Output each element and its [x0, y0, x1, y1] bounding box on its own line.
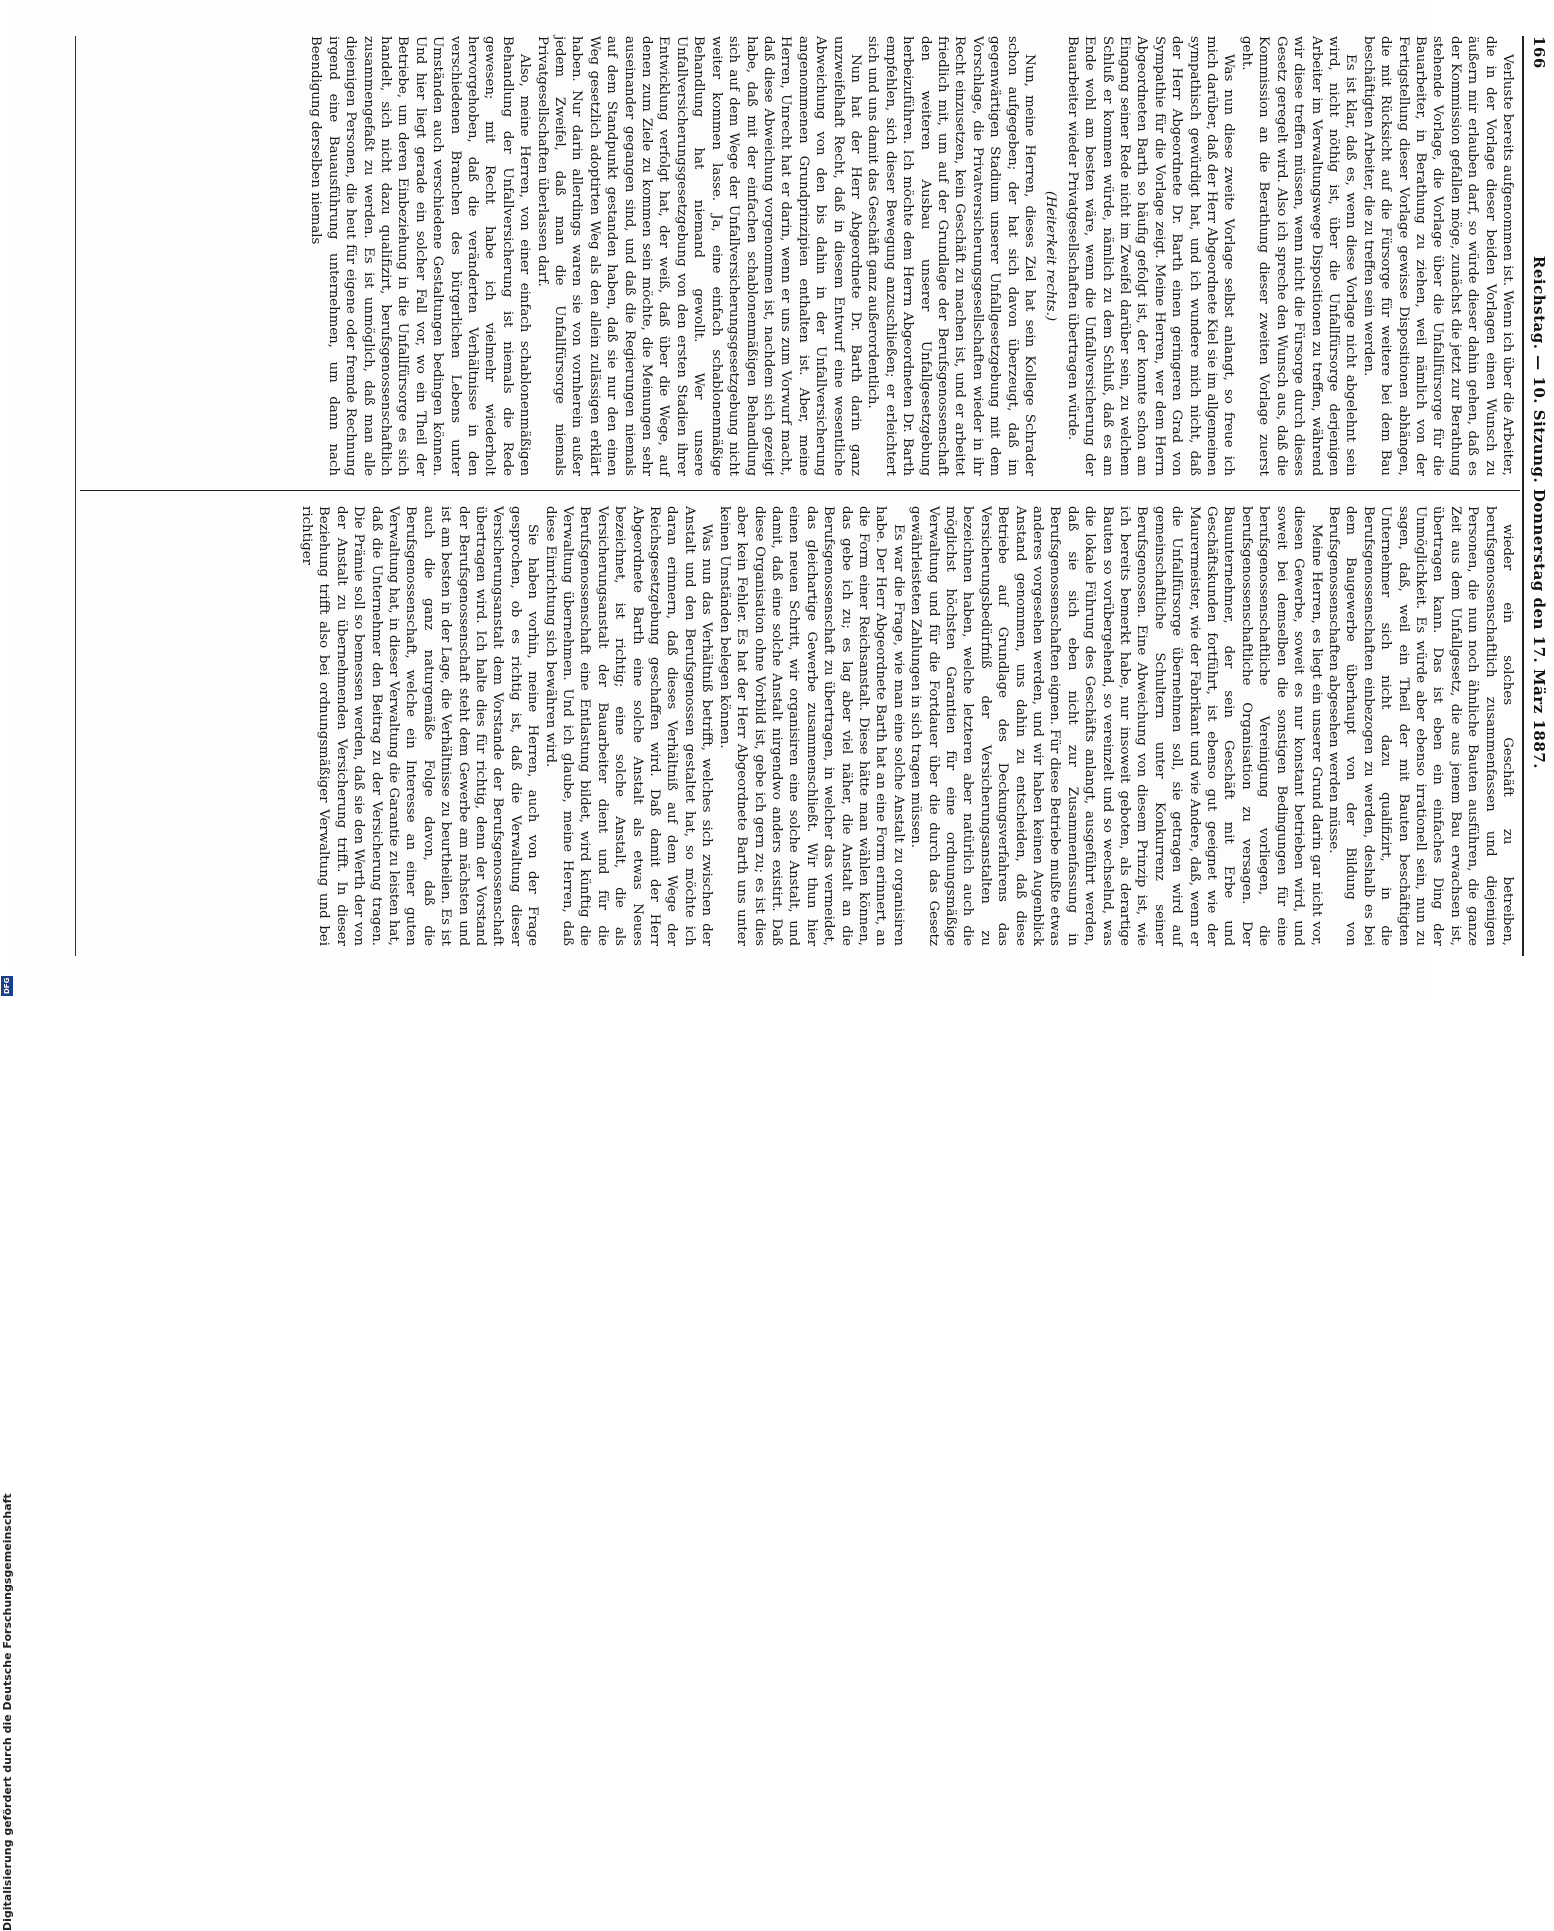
paragraph: Meine Herren, es liegt ein unserer Grund darin gar nicht vor, diesen Gewerbe, soweit es nur konstant betrieben wird, und soweit bei demselben die sonstigen Bedingungen für eine berufsgenossenschaftliche Vereinigung vorliegen, die berufsgenossenschaftliche Organisation zu versagen. Der Bauunternehmer, der sein Geschäft mit Erbe und Geschäftskunden fortführt, ist ebenso gut geeignet wie der Maurermeister, wie der Fabrikant und wie Andere, daß, wenn er die Unfallfürsorge übernehmen soll, sie getragen wird auf gemeinschaftliche Schultern unter Konkurrenz seiner Berufsgenossen. Eine Abweichung von diesem Prinzip ist, wie ich bereits bemerkt habe, nur insoweit geboten, als derartige Bauten so vorübergehend, so vereinzelt und so wechselnd, was die lokale Führung des Geschäfts anlangt, ausgeführt werden, daß sie sich eben nicht zur Zusammenfassung in Berufsgenossenschaften eignen. Für diese Betriebe mußte etwas anderes vorgesehen werden, und wir haben keinen Augenblick Anstand genommen, uns dahin zu entscheiden, daß diese Betriebe auf Grundlage des Deckungsverfahrens das Versicherungsbedürfniß der Versicherungsanstalten zu bezeichnen haben, welche letzteren aber natürlich auch die möglichst höchsten Garantien für eine ordnungsmäßige Verwaltung und für die Fortdauer über die durch das Gesetz gewährleisteten Zahlungen in sich tragen müssen.: [908, 506, 1324, 946]
paragraph: Also, meine Herren, von einer einfach schablonenmäßigen Behandlung der Unfallversicherung ist niemals die Rede gewesen; mit Recht habe ich vielmehr wiederholt hervorgehoben, daß die veränderten Verhältnisse in den verschiedenen Branchen des bürgerlichen Lebens unter Umständen auch verschiedene Gestaltungen bedingen können. Und hier liegt gerade ein solcher Fall vor, wo ein Theil der Betriebe, um deren Einbeziehung in die Unfallfürsorge es sich handelt, sich nicht dazu qualifizirt, berufsgenossenschaftlich zusammengefaßt zu werden. Es ist unmöglich, daß man alle diejenigen Personen, die heut für eigene oder fremde Rechnung irgend eine Bauausführung unternehmen, um dann nach Beendigung derselben niemals: [308, 36, 533, 476]
paragraph: Was nun diese zweite Vorlage selbst anlangt, so freue ich mich darüber, daß der Herr Abgeordnete Kiel sie im allgemeinen sympathisch gewürdigt hat, und ich wundere mich nicht, daß der Herr Abgeordnete Dr. Barth einen geringeren Grad von Sympathie für die Vorlage zeigt. Meine Herren, wer dem Herrn Abgeordneten Barth so häufig gefolgt ist, der konnte schon am Eingang seiner Rede nicht im Zweifel darüber sein, zu welchem Schluß er kommen würde, nämlich zu dem Schluß, daß es am Ende wohl am besten wäre, wenn die Unfallversicherung der Bauarbeiter wieder Privatgesellschaften übertragen würde.: [1064, 36, 1237, 476]
page-title: Reichstag. — 10. Sitzung. Donnerstag den 17. März 1887.: [1530, 255, 1548, 769]
paragraph: wieder ein solches Geschäft zu betreiben, berufsgenossenschaftlich zusammenfassen und diejenigen Personen, die nun noch ähnliche Bauten ausführen, die ganze Zeit aus dem Unfallgesetz, die aus jenem Bau erwachsen ist, übertragen kann. Das ist eben ein einfaches Ding der Unmöglichkeit. Es würde aber ebenso irrationell sein, nun zu sagen, daß, weil ein Theil der mit Bauten beschäftigten Unternehmer sich nicht dazu qualifizirt, in die Berufsgenossenschaften einbezogen zu werden, deshalb es bei dem Baugewerbe überhaupt von der Bildung von Berufsgenossenschaften abgesehen werden müsse.: [1325, 506, 1515, 946]
funding-watermark: [0, 0, 14, 1931]
dfg-logo: DFG: [3, 977, 11, 995]
paragraph: Nun hat der Herr Abgeordnete Dr. Barth darin ganz unzweifelhaft Recht, daß in diesem Entwurf eine wesentliche Abweichung von den bis dahin in der Unfallversicherung angenommenen Grundprinzipien enthalten ist. Aber, meine Herren, Unrecht hat er darin, wenn er uns zum Vorwurf macht, daß diese Abweichung vorgenommen ist, nachdem sich gezeigt habe, daß mit der einfachen schablonenmäßigen Behandlung sich auf dem Wege der Unfallversicherungsgesetzgebung nicht weiter kommen lasse. Ja, eine einfach schablonenmäßige Behandlung hat niemand gewollt. Wer unsere Unfallversicherungsgesetzgebung von den ersten Stadien ihrer Entwicklung verfolgt hat, der weiß, daß über die Wege, auf denen zum Ziele zu kommen sein möchte, die Meinungen sehr auseinander gegangen sind, und daß die Regierungen niemals auf dem Standpunkt gestanden haben, daß sie nur den einen Weg gesetzlich adoptirten Weg als den allein zulässigen erklärt haben. Nur darin allerdings waren sie von vornherein außer jedem Zweifel, daß man die Unfallfürsorge niemals Privatgesellschaften überlassen darf.: [534, 36, 863, 476]
paragraph: Es war die Frage, wie man eine solche Anstalt zu organisiren habe. Der Herr Abgeordnete Barth hat an eine Form erinnert, an die Form einer Reichsanstalt. Diese hätte man wählen können, das gebe ich zu; es lag aber viel näher, die Anstalt an die Berufsgenossenschaft zu übertragen, in welcher das vermeidet, das gleichartige Gewerbe zusammenschließt. Wir thun hier einen neuen Schritt, wir organisiren eine solche Anstalt, und damit, daß eine solche Anstalt nirgendwo anders existirt. Daß diese Organisation ohne Vorbild ist, gebe ich gern zu; es ist dies aber kein Fehler. Es hat der Herr Abgeordnete Barth uns unter keinen Umständen belegen können.: [716, 506, 906, 946]
column-divider: [80, 490, 1520, 491]
paragraph: Sie haben vorhin, meine Herren, auch von der Frage gesprochen, ob es richtig ist, daß die Verwaltung dieser Versicherungsanstalt dem Vorstande der Berufsgenossenschaft übertragen wird. Ich halte dies für richtig, denn der Vorstand der Berufsgenossenschaft steht dem Gewerbe am nächsten und ist am besten in der Lage, die Verhältnisse zu beurtheilen. Es ist auch die ganz naturgemäße Folge davon, daß die Berufsgenossenschaft, welche ein Interesse an einer guten Verwaltung hat, in dieser Verwaltung die Garantie zu leisten hat, daß die Unternehmer den Beitrag zu der Versicherung tragen. Die Prämie soll so bemessen werden, daß sie den Werth der von der Anstalt zu übernehmenden Versicherung trifft. In dieser Beziehung trifft also bei ordnungsmäßiger Verwaltung und bei richtiger: [298, 506, 541, 946]
paragraph: (Heiterkeit rechts.): [1043, 190, 1059, 322]
paragraph: Was nun das Verhältniß betrifft, welches sich zwischen der Anstalt und den Berufsgenossen gestaltet hat, so möchte ich daran erinnern, daß dieses Verhältniß auf dem Wege der Reichsgesetzgebung geschaffen wird. Daß damit der Herr Abgeordnete Barth eine solche Anstalt als etwas Neues bezeichnet, ist richtig; eine solche Anstalt, die als Versicherungsanstalt der Bauarbeiter dient und für die Berufsgenossenschaft eine Entlastung bildet, wird künftig die Verwaltung übernehmen. Und ich glaube, meine Herren, daß diese Einrichtung sich bewähren wird.: [542, 506, 715, 946]
rotated-page-content: [54, 36, 1554, 956]
right-column: [76, 506, 1516, 946]
paragraph: Es ist klar, daß es, wenn diese Vorlage nicht abgelehnt sein wird, nicht nöthig ist, über die Unfallfürsorge derjenigen Arbeiter im Verwaltungswege Dispositionen zu treffen, während wir diese treffen müssen, wenn nicht die Fürsorge durch dieses Gesetz geregelt wird. Also ich spreche den Wunsch aus, daß die Kommission an die Berathung dieser zweiten Vorlage zuerst geht.: [1238, 36, 1359, 476]
scanned-page: [14, 0, 1548, 1000]
paragraph: Verluste bereits aufgenommen ist. Wenn ich über die Arbeiter, die in der Vorlage dieser beiden Vorlagen einen Wunsch zu äußern mir erlauben darf, so würde dieser dahin gehen, daß es der Kommission gefallen möge, zunächst die jetzt zur Berathung stehende Vorlage, die Vorlage über die Unfallfürsorge für die Bauarbeiter, in Berathung zu ziehen, weil nämlich von der Fertigstellung dieser Vorlage gewisse Dispositionen abhängen, die mit Rücksicht auf die Fürsorge für weitere bei dem Bau beschäftigten Arbeiter, die zu treffen sein werden.: [1360, 36, 1515, 476]
paragraph: Nun, meine Herren, dieses Ziel hat sein Kollege Schrader schon aufgegeben; der hat sich davon überzeugt, daß im gegenwärtigen Stadium unserer Unfallgesetzgebung mit dem Vorschlage, die Privatversicherungsgesellschaften wieder in ihr Recht einzusetzen, kein Geschäft zu machen ist, und er arbeitet friedlich mit, um auf der Grundlage der Berufsgenossenschaft den weiteren Ausbau unserer Unfallgesetzgebung herbeizuführen. Ich möchte dem Herrn Abgeordneten Dr. Barth empfehlen, sich dieser Bewegung anzuschließen; er erleichtert sich und uns damit das Geschäft ganz außerordentlich.: [865, 36, 1038, 476]
left-column: [76, 36, 1516, 476]
bottom-rule: [75, 36, 76, 956]
page-header: [1522, 36, 1554, 956]
page-number: 166: [1530, 36, 1548, 69]
watermark-text: Digitalisierung gefördert durch die Deutsche Forschungsgemeinschaft: [1, 1493, 14, 1931]
